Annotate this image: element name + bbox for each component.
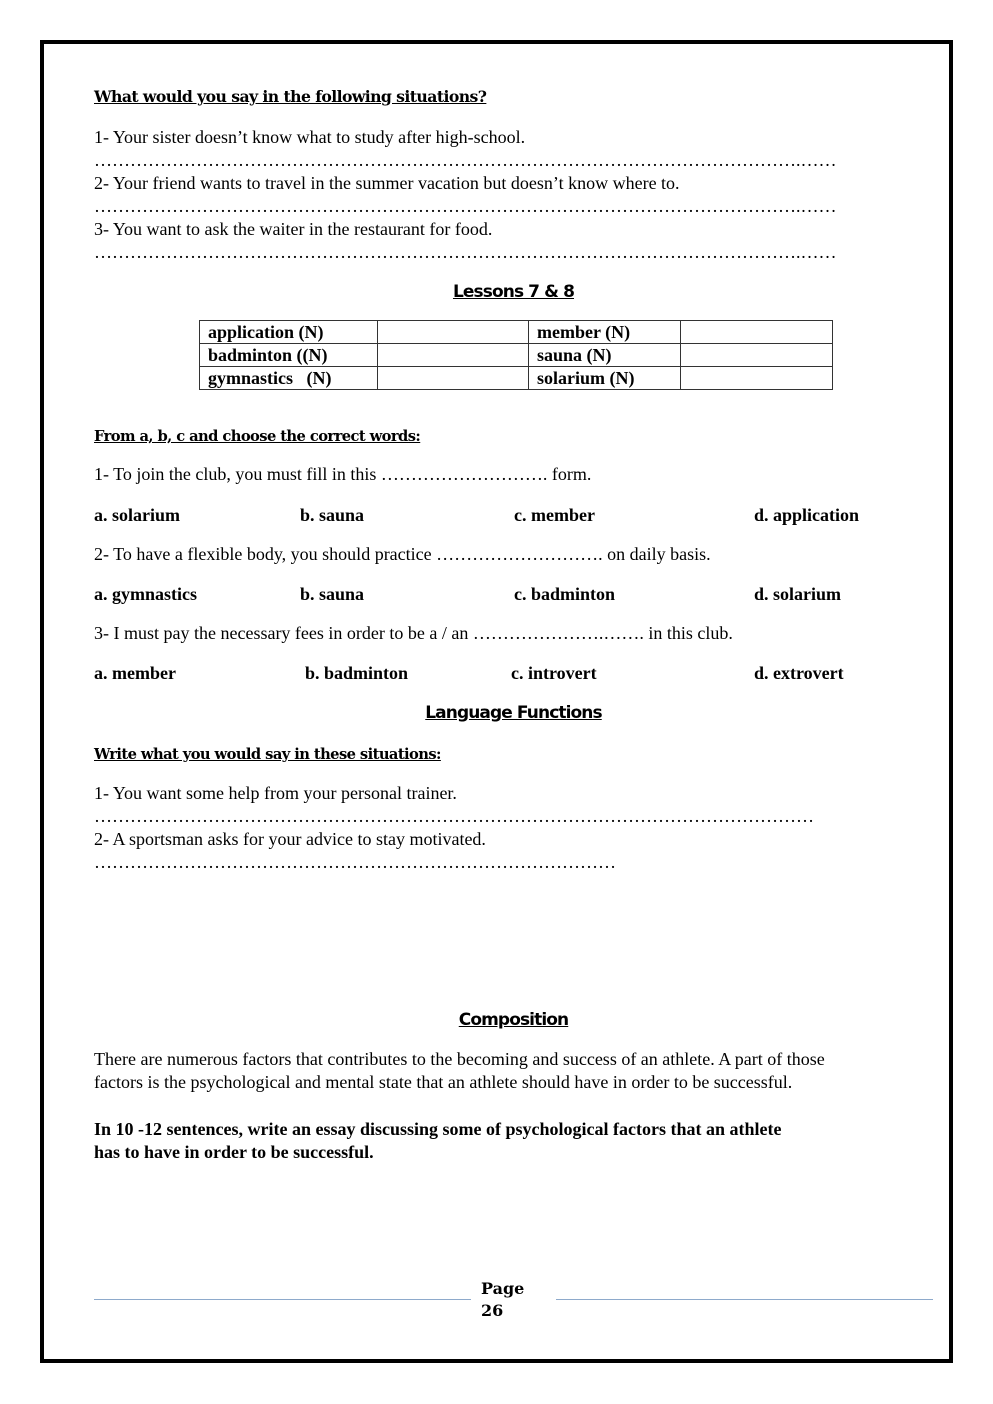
footer-rule-left bbox=[94, 1299, 471, 1300]
composition-intro-line-1: There are numerous factors that contributes to the becoming and success of an athlete. A part of those bbox=[94, 1049, 825, 1069]
vocab-blank[interactable] bbox=[378, 367, 529, 390]
vocab-blank[interactable] bbox=[681, 321, 833, 344]
mcq-question-1: 1- To join the club, you must fill in this ………………………. form. bbox=[94, 464, 592, 484]
composition-heading: Composition bbox=[458, 1010, 569, 1030]
vocab-word: solarium (N) bbox=[529, 367, 681, 390]
vocabulary-table bbox=[199, 320, 833, 390]
mcq-question-2: 2- To have a flexible body, you should practice ………………………. on daily basis. bbox=[94, 544, 711, 564]
page-number: 26 bbox=[481, 1301, 504, 1320]
mcq-2-option-c[interactable]: c. badminton bbox=[514, 584, 616, 604]
mcq-3-option-c[interactable]: c. introvert bbox=[511, 663, 597, 683]
vocab-word: badminton ((N) bbox=[200, 344, 378, 367]
answer-line-3[interactable]: ……………………………………………………………………………………………………….…… bbox=[94, 242, 837, 262]
answer-line-2[interactable]: ……………………………………………………………………………………………………….…… bbox=[94, 196, 837, 216]
composition-task-line-1: In 10 -12 sentences, write an essay discussing some of psychological factors that an athlete bbox=[94, 1119, 782, 1139]
composition-intro-line-2: factors is the psychological and mental state that an athlete should have in order to be successful. bbox=[94, 1072, 793, 1092]
vocab-word: member (N) bbox=[529, 321, 681, 344]
situation-1: 1- Your sister doesn’t know what to study after high-school. bbox=[94, 127, 526, 147]
mcq-heading: From a, b, c and choose the correct words: bbox=[94, 427, 421, 445]
vocab-word: sauna (N) bbox=[529, 344, 681, 367]
mcq-3-option-a[interactable]: a. member bbox=[94, 663, 176, 683]
language-functions-heading: Language Functions bbox=[425, 703, 602, 723]
page-label: Page bbox=[481, 1279, 525, 1298]
situations-heading: What would you say in the following situations? bbox=[94, 87, 487, 106]
lf-situation-2: 2- A sportsman asks for your advice to stay motivated. bbox=[94, 829, 486, 849]
vocab-blank[interactable] bbox=[378, 344, 529, 367]
mcq-question-3: 3- I must pay the necessary fees in order to be a / an ………………….……. in this club. bbox=[94, 623, 733, 643]
situation-3: 3- You want to ask the waiter in the restaurant for food. bbox=[94, 219, 493, 239]
lf-situation-1: 1- You want some help from your personal trainer. bbox=[94, 783, 457, 803]
mcq-3-option-d[interactable]: d. extrovert bbox=[754, 663, 844, 683]
footer-rule-right bbox=[556, 1299, 933, 1300]
composition-task-line-2: has to have in order to be successful. bbox=[94, 1142, 374, 1162]
vocab-word: application (N) bbox=[200, 321, 378, 344]
lessons-heading: Lessons 7 & 8 bbox=[452, 282, 575, 302]
vocab-blank[interactable] bbox=[378, 321, 529, 344]
table-row bbox=[200, 321, 833, 344]
lf-answer-line-1[interactable]: ………………………………………………………………………………………………………… bbox=[94, 806, 814, 826]
mcq-1-option-d[interactable]: d. application bbox=[754, 505, 860, 525]
vocab-blank[interactable] bbox=[681, 344, 833, 367]
mcq-2-option-b[interactable]: b. sauna bbox=[300, 584, 365, 604]
lf-answer-line-2[interactable]: …………………………………………………………………………… bbox=[94, 852, 616, 872]
answer-line-1[interactable]: ……………………………………………………………………………………………………….…… bbox=[94, 150, 837, 170]
vocab-word: gymnastics (N) bbox=[200, 367, 378, 390]
mcq-3-option-b[interactable]: b. badminton bbox=[305, 663, 409, 683]
mcq-1-option-b[interactable]: b. sauna bbox=[300, 505, 365, 525]
language-functions-subheading: Write what you would say in these situations: bbox=[94, 745, 441, 763]
mcq-1-option-c[interactable]: c. member bbox=[514, 505, 595, 525]
situation-2: 2- Your friend wants to travel in the summer vacation but doesn’t know where to. bbox=[94, 173, 680, 193]
mcq-2-option-a[interactable]: a. gymnastics bbox=[94, 584, 197, 604]
mcq-1-option-a[interactable]: a. solarium bbox=[94, 505, 181, 525]
vocab-blank[interactable] bbox=[681, 367, 833, 390]
mcq-2-option-d[interactable]: d. solarium bbox=[754, 584, 842, 604]
table-row bbox=[200, 367, 833, 390]
table-row bbox=[200, 344, 833, 367]
